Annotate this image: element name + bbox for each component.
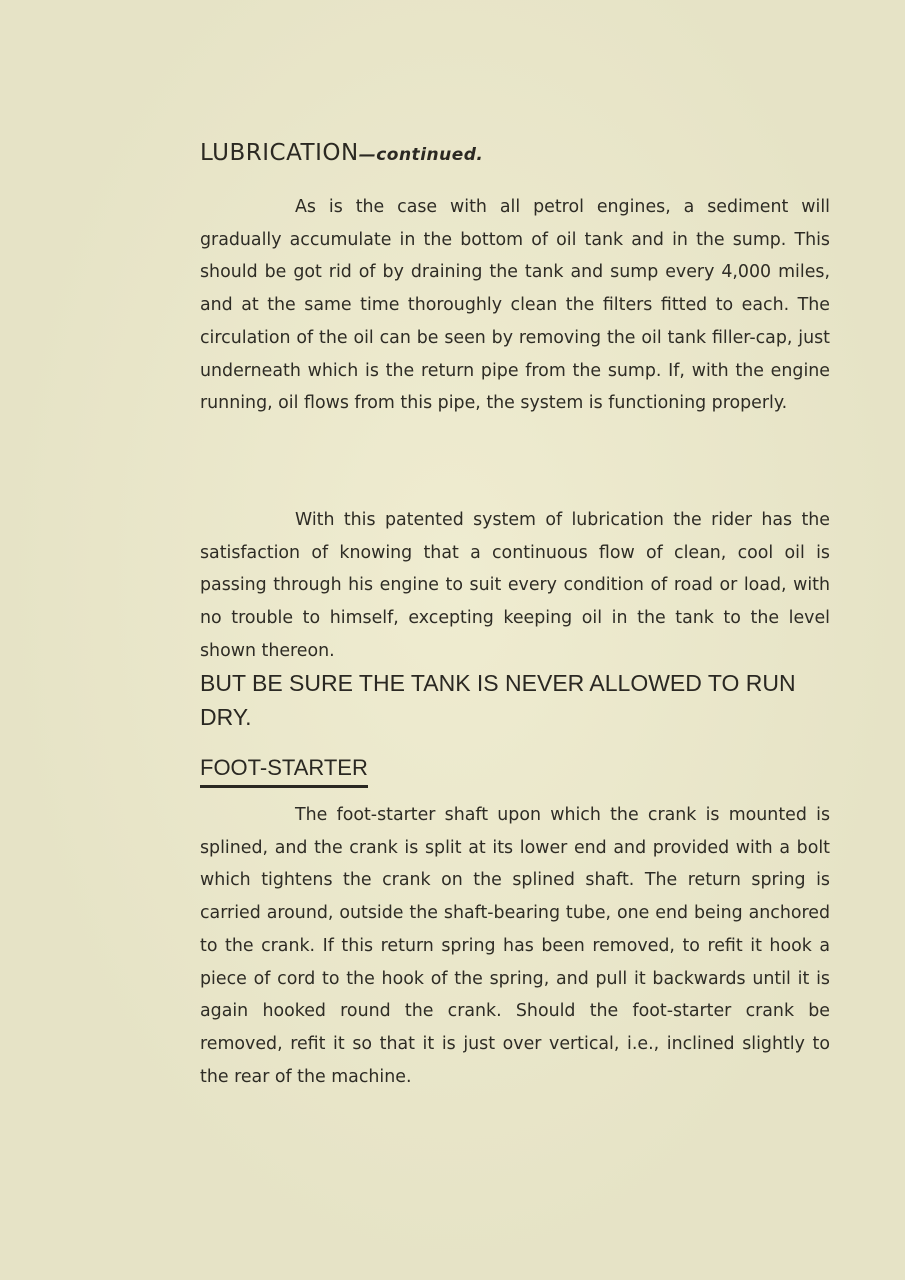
paragraph-sediment: As is the case with all petrol engines, a sediment will gradually accumulate in the bottom of oil tank and in the sump. This should be got rid of by draining the tank and sump every 4,000 miles, and at the same time thoroughly clean the filters fitted to each. The circulation of the oil can be seen by removing the oil tank filler-cap, just underneath which is the return pipe from the sump. If, with the engine running, oil flows from this pipe, the system is functioning properly. <box>200 197 830 414</box>
heading-continued: —continued. <box>358 145 484 165</box>
heading-underline <box>200 785 368 788</box>
heading-text: LUBRICATION <box>200 140 359 166</box>
section-heading-lubrication <box>200 140 483 166</box>
section-heading-foot-starter <box>200 755 368 781</box>
heading-text: FOOT-STARTER <box>200 755 368 780</box>
paragraph-foot-starter: The foot-starter shaft upon which the crank is mounted is splined, and the crank is split at its lower end and provided with a bolt which tightens the crank on the splined shaft. The return spring is carried around, outside the shaft-bearing tube, one end being anchored to the crank. If this return spring has been removed, to refit it hook a piece of cord to the hook of the spring, and pull it backwards until it is again hooked round the crank. Should the foot-starter crank be removed, refit it so that it is just over vertical, i.e., inclined slightly to the rear of the machine. <box>200 805 830 1087</box>
warning-text: BUT BE SURE THE TANK IS NEVER ALLOWED TO RUN DRY. <box>200 670 796 730</box>
paragraph-patented-system: With this patented system of lubrication the rider has the satisfaction of knowing that a continuous flow of clean, cool oil is passing through his engine to suit every condition of road or load, with no trouble to himself, excepting keeping oil in the tank to the level shown thereon. <box>200 510 830 661</box>
